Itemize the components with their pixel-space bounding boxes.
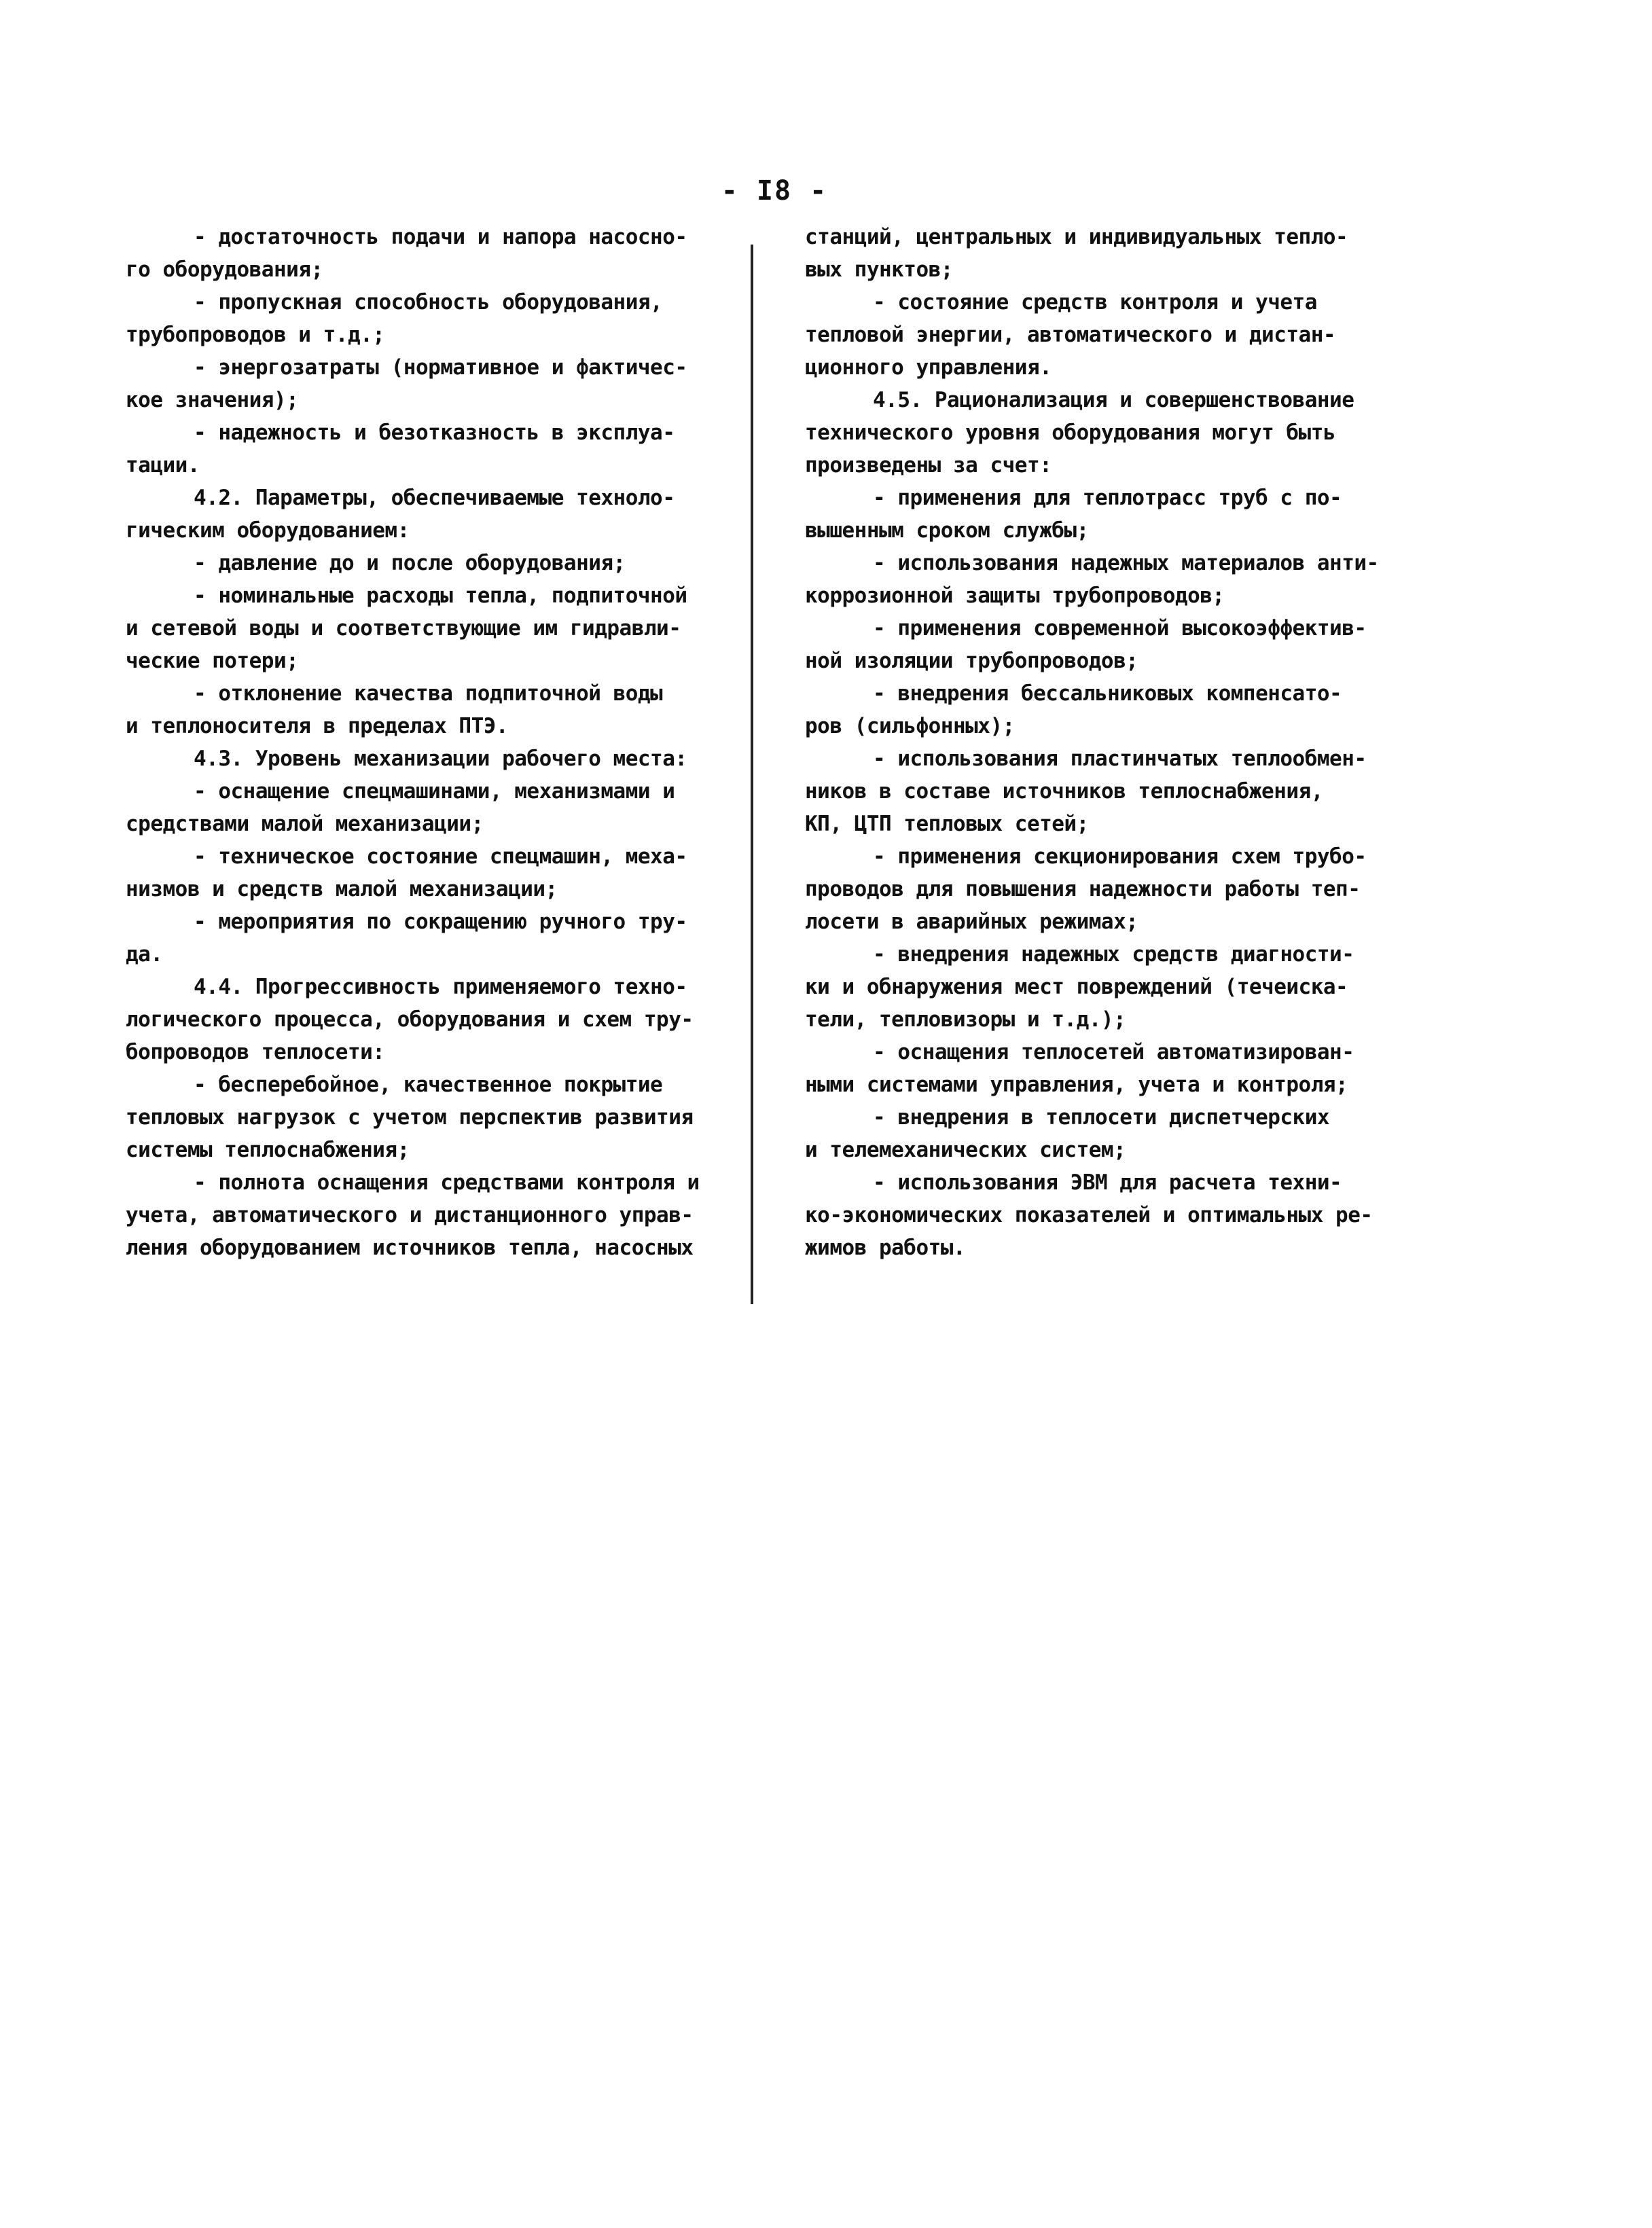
text-line: учета, автоматического и дистанционного управ- (126, 1203, 694, 1227)
text-line: - внедрения в теплосети диспетчерских (873, 1105, 1330, 1130)
text-line: - внедрения надежных средств диагности- (873, 942, 1354, 967)
text-line: 4.3. Уровень механизации рабочего места: (194, 747, 687, 771)
text-line: КП, ЦТП тепловых сетей; (805, 812, 1089, 836)
text-line: вышенным сроком службы; (805, 518, 1089, 543)
text-line: ления оборудованием источников тепла, насосных (126, 1236, 694, 1260)
text-line: - достаточность подачи и напора насосно- (194, 225, 687, 249)
text-line: 4.4. Прогрессивность применяемого техно- (194, 975, 687, 999)
text-line: ников в составе источников теплоснабжения, (805, 779, 1323, 804)
text-line: - энергозатраты (нормативное и фактичес- (194, 355, 687, 380)
text-line: и телемеханических систем; (805, 1138, 1126, 1162)
text-line: ко-экономических показателей и оптимальных ре- (805, 1203, 1373, 1227)
text-line: 4.2. Параметры, обеспечиваемые техноло- (194, 486, 675, 510)
text-line: жимов работы. (805, 1236, 966, 1260)
column-divider (751, 245, 753, 1304)
text-line: проводов для повышения надежности работы теп- (805, 877, 1361, 901)
text-line: лосети в аварийных режимах; (805, 910, 1138, 934)
text-line: 4.5. Рационализация и совершенствование (873, 388, 1354, 412)
text-line: трубопроводов и т.д.; (126, 323, 385, 347)
text-line: ки и обнаружения мест повреждений (течеиска- (805, 975, 1348, 999)
text-line: бопроводов теплосети: (126, 1040, 385, 1064)
text-line: - применения секционирования схем трубо- (873, 844, 1367, 869)
text-line: тации. (126, 453, 200, 478)
text-line: - надежность и безотказность в эксплуа- (194, 420, 675, 445)
text-line: и сетевой воды и соответствующие им гидравли- (126, 616, 681, 641)
text-line: го оборудования; (126, 257, 323, 282)
text-line: - давление до и после оборудования; (194, 551, 626, 575)
text-line: системы теплоснабжения; (126, 1138, 410, 1162)
text-line: гическим оборудованием: (126, 518, 410, 543)
text-line: низмов и средств малой механизации; (126, 877, 558, 901)
text-line: ционного управления. (805, 355, 1052, 380)
text-line: - номинальные расходы тепла, подпиточной (194, 583, 687, 608)
text-line: - отклонение качества подпиточной воды (194, 681, 663, 706)
text-line: - применения современной высокоэффектив- (873, 616, 1367, 641)
left-text-column (126, 221, 723, 1264)
text-line: тели, тепловизоры и т.д.); (805, 1007, 1126, 1032)
text-line: - использования надежных материалов анти- (873, 551, 1379, 575)
text-line: коррозионной защиты трубопроводов; (805, 583, 1225, 608)
text-line: ной изоляции трубопроводов; (805, 649, 1138, 673)
text-line: и теплоносителя в пределах ПТЭ. (126, 714, 509, 738)
text-line: тепловых нагрузок с учетом перспектив развития (126, 1105, 694, 1130)
text-line: произведены за счет: (805, 453, 1052, 478)
text-line: кое значения); (126, 388, 299, 412)
text-line: - пропускная способность оборудования, (194, 290, 663, 315)
text-line: технического уровня оборудования могут быть (805, 420, 1336, 445)
text-line: да. (126, 942, 163, 967)
text-line: - оснащение спецмашинами, механизмами и (194, 779, 675, 804)
text-line: логического процесса, оборудования и схем тру- (126, 1007, 694, 1032)
text-line: - внедрения бессальниковых компенсато- (873, 681, 1342, 706)
text-line: ческие потери; (126, 649, 299, 673)
text-line: - использования ЭВМ для расчета техни- (873, 1170, 1342, 1195)
text-line: вых пунктов; (805, 257, 953, 282)
text-line: ными системами управления, учета и контроля; (805, 1073, 1348, 1097)
text-line: - оснащения теплосетей автоматизирован- (873, 1040, 1354, 1064)
text-line: средствами малой механизации; (126, 812, 484, 836)
text-line: - применения для теплотрасс труб с по- (873, 486, 1342, 510)
text-line: - состояние средств контроля и учета (873, 290, 1317, 315)
text-line: ров (сильфонных); (805, 714, 1015, 738)
text-line: - мероприятия по сокращению ручного тру- (194, 910, 687, 934)
text-line: - полнота оснащения средствами контроля и (194, 1170, 700, 1195)
text-line: тепловой энергии, автоматического и дистан- (805, 323, 1336, 347)
text-line: - бесперебойное, качественное покрытие (194, 1073, 663, 1097)
page-number: - I8 - (721, 175, 828, 206)
right-text-column (805, 221, 1430, 1264)
text-line: станций, центральных и индивидуальных тепло- (805, 225, 1348, 249)
text-line: - техническое состояние спецмашин, меха- (194, 844, 687, 869)
text-line: - использования пластинчатых теплообмен- (873, 747, 1367, 771)
